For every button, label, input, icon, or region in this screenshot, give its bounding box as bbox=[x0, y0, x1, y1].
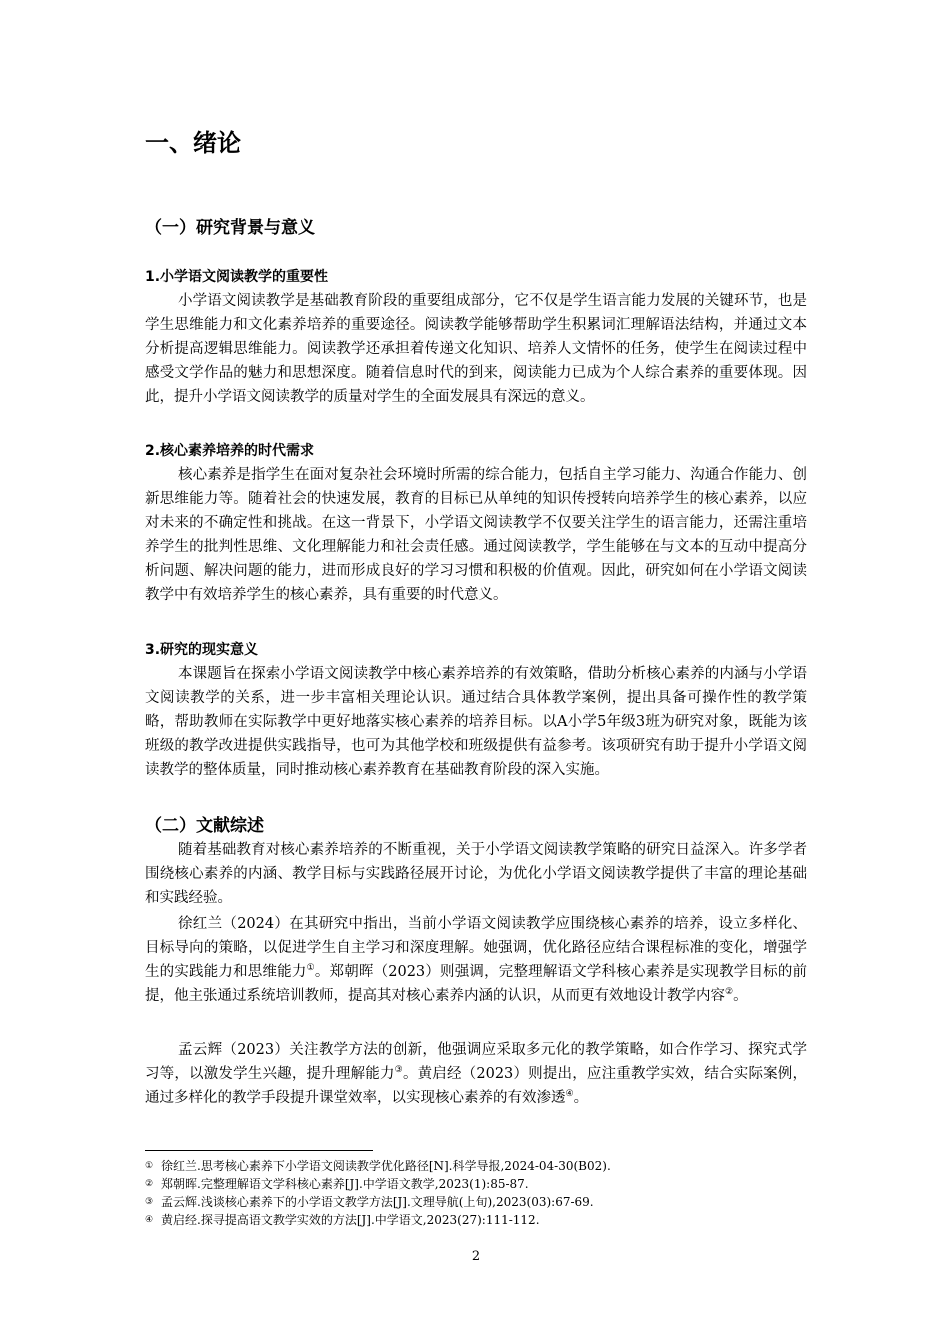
page-number: 2 bbox=[471, 1249, 481, 1264]
footnote-ref-2[interactable]: ② bbox=[725, 987, 734, 998]
paragraph-review-xu-zheng bbox=[145, 912, 807, 1008]
text-run: 。 bbox=[573, 1090, 589, 1106]
footnote-mark: ② bbox=[145, 1179, 154, 1189]
footnote-mark: ④ bbox=[145, 1215, 154, 1225]
footnote-divider bbox=[145, 1150, 373, 1151]
paragraph-review-meng-huang bbox=[145, 1038, 807, 1110]
footnote-ref-4[interactable]: ④ bbox=[565, 1089, 574, 1100]
paragraph-era-demand: 核心素养是指学生在面对复杂社会环境时所需的综合能力，包括自主学习能力、沟通合作能力、创新思维能力等。随着社会的快速发展，教育的目标已从单纯的知识传授转向培养学生的核心素养，以应对未来的不确定性和挑战。在这一背景下，小学语文阅读教学不仅要关注学生的语言能力，还需注重培养学生的批判性思维、文化理解能力和社会责任感。通过阅读教学，学生能够在与文本的互动中提高分析问题、解决问题的能力，进而形成良好的学习习惯和积极的价值观。因此，研究如何在小学语文阅读教学中有效培养学生的核心素养，具有重要的时代意义。 bbox=[145, 467, 807, 603]
footnote-text: 孟云辉.浅谈核心素养下的小学语文教学方法[J].文理导航(上旬),2023(03):67-69. bbox=[161, 1195, 594, 1209]
footnote-item bbox=[145, 1211, 807, 1229]
footnote-ref-3[interactable]: ③ bbox=[394, 1065, 403, 1076]
footnote-text: 黄启经.探寻提高语文教学实效的方法[J].中学语文,2023(27):111-112. bbox=[161, 1213, 540, 1227]
paragraph-practical-significance: 本课题旨在探索小学语文阅读教学中核心素养培养的有效策略，借助分析核心素养的内涵与小学语文阅读教学的关系，进一步丰富相关理论认识。通过结合具体教学案例，提出具备可操作性的教学策略，帮助教师在实际教学中更好地落实核心素养的培养目标。以A小学5年级3班为研究对象，既能为该班级的教学改进提供实践指导，也可为其他学校和班级提供有益参考。该项研究有助于提升小学语文阅读教学的整体质量，同时推动核心素养教育在基础教育阶段的深入实施。 bbox=[145, 666, 807, 778]
footnote-ref-1[interactable]: ① bbox=[306, 963, 315, 974]
paragraph-importance: 小学语文阅读教学是基础教育阶段的重要组成部分，它不仅是学生语言能力发展的关键环节，也是学生思维能力和文化素养培养的重要途径。阅读教学能够帮助学生积累词汇理解语法结构，并通过文本分析提高逻辑思维能力。阅读教学还承担着传递文化知识、培养人文情怀的任务，使学生在阅读过程中感受文学作品的魅力和思想深度。随着信息时代的到来，阅读能力已成为个人综合素养的重要体现。因此，提升小学语文阅读教学的质量对学生的全面发展具有深远的意义。 bbox=[145, 293, 807, 405]
subsection-heading-practical-significance: 3.研究的现实意义 bbox=[145, 642, 259, 658]
subsection-heading-importance: 1.小学语文阅读教学的重要性 bbox=[145, 269, 329, 285]
paragraph-review-intro: 随着基础教育对核心素养培养的不断重视，关于小学语文阅读教学策略的研究日益深入。许多学者围绕核心素养的内涵、教学目标与实践路径展开讨论，为优化小学语文阅读教学提供了丰富的理论基础和实践经验。 bbox=[145, 842, 807, 906]
chapter-title: 一、绪论 bbox=[145, 129, 241, 157]
text-run: 。黄启经（2023）则提出，应注重教学实效，结合实际案例，通过多样化的教学手段提升课堂效率，以实现核心素养的有效渗透 bbox=[145, 1066, 807, 1106]
footnote-mark: ③ bbox=[145, 1197, 154, 1207]
footnotes bbox=[145, 1157, 807, 1229]
text-run: 。郑朝晖（2023）则强调，完整理解语文学科核心素养是实现教学目标的前提，他主张通过系统培训教师，提高其对核心素养内涵的认识，从而更有效地设计教学内容 bbox=[145, 964, 808, 1004]
footnote-item bbox=[145, 1175, 807, 1193]
footnote-mark: ① bbox=[145, 1161, 154, 1171]
text-run: 孟云辉（2023）关注教学方法的创新，他强调应采取多元化的教学策略，如合作学习、探究式学习等，以激发学生兴趣，提升理解能力 bbox=[145, 1042, 807, 1082]
footnote-text: 徐红兰.思考核心素养下小学语文阅读教学优化路径[N].科学导报,2024-04-30(B02). bbox=[161, 1159, 611, 1173]
footnote-text: 郑朝晖.完整理解语文学科核心素养[J].中学语文教学,2023(1):85-87. bbox=[161, 1177, 529, 1191]
text-run: 。 bbox=[733, 988, 748, 1004]
section-heading-literature-review: （二）文献综述 bbox=[145, 816, 264, 836]
section-heading-background: （一）研究背景与意义 bbox=[145, 218, 315, 238]
subsection-heading-era-demand: 2.核心素养培养的时代需求 bbox=[145, 443, 315, 459]
footnote-item bbox=[145, 1157, 807, 1175]
text-run: 徐红兰（2024）在其研究中指出，当前小学语文阅读教学应围绕核心素养的培养，设立多样化、目标导向的策略，以促进学生自主学习和深度理解。她强调，优化路径应结合课程标准的变化，增强学生的实践能力和思维能力 bbox=[145, 916, 807, 980]
footnote-item bbox=[145, 1193, 807, 1211]
